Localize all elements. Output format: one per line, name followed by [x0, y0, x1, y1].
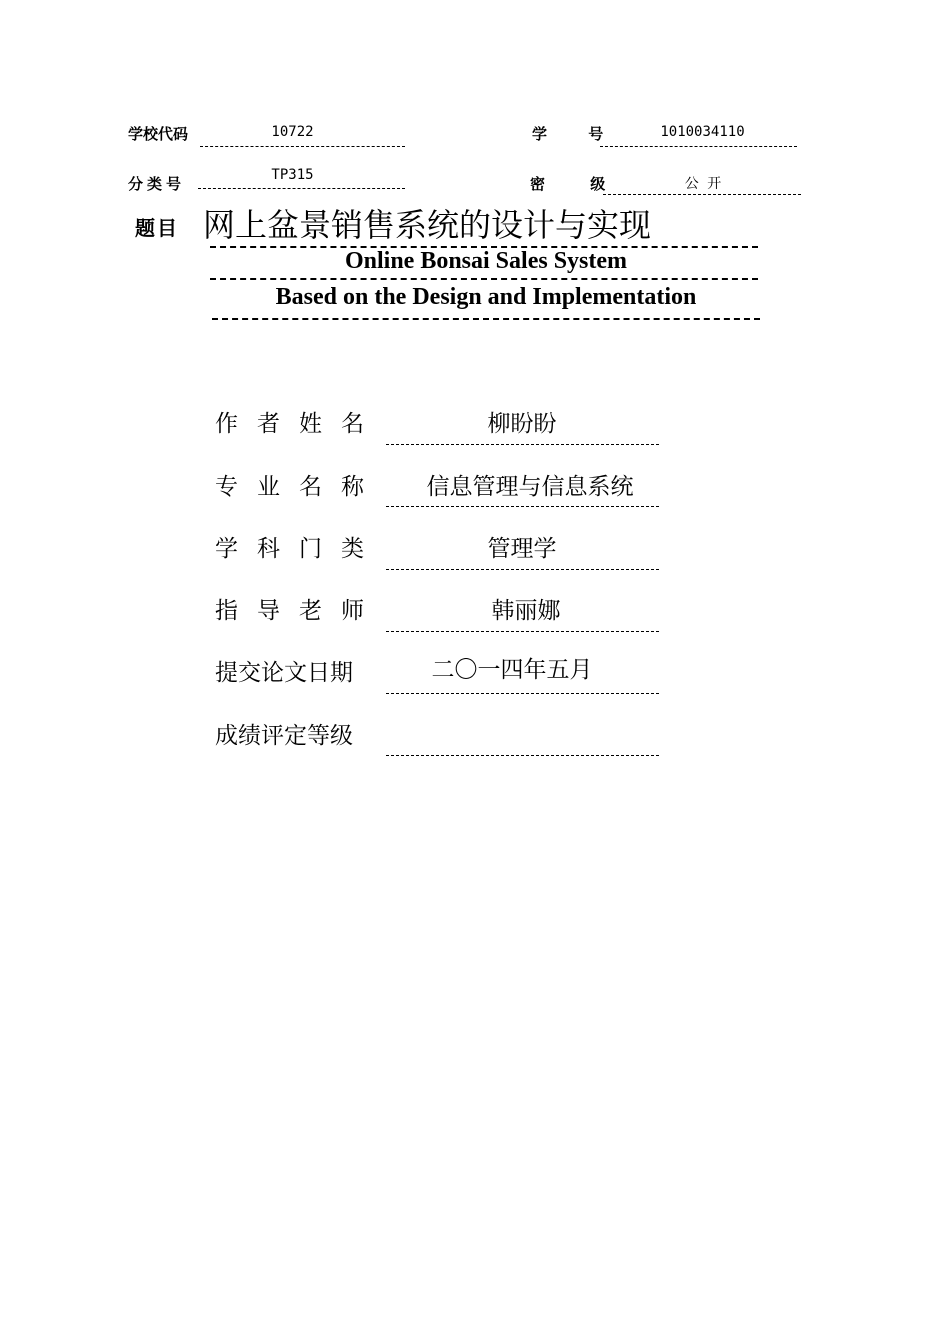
student-id-value: 1010034110: [660, 124, 745, 140]
title-english-line1: Online Bonsai Sales System: [344, 248, 628, 274]
school-code-value: 10722: [271, 124, 314, 140]
student-id-underline: [600, 146, 797, 147]
title-english-line1-underline: [210, 278, 758, 280]
title-label: 题目: [135, 216, 179, 240]
major-underline: [386, 506, 659, 507]
discipline-label: 学科门类: [215, 536, 383, 562]
title-english-line2: Based on the Design and Implementation: [275, 284, 697, 310]
discipline-underline: [386, 569, 659, 570]
major-label: 专业名称: [215, 474, 383, 500]
grade-underline: [386, 755, 659, 756]
category-label: 分类号: [128, 175, 186, 193]
security-underline: [603, 194, 801, 195]
author-value: 柳盼盼: [487, 411, 557, 437]
security-label: 密 级: [530, 175, 626, 193]
grade-label: 成绩评定等级: [215, 723, 353, 749]
title-chinese: 网上盆景销售系统的设计与实现: [203, 206, 652, 244]
advisor-underline: [386, 631, 659, 632]
discipline-value: 管理学: [487, 536, 557, 562]
title-english-line2-underline: [212, 318, 760, 320]
submission-date-underline: [386, 693, 659, 694]
major-value: 信息管理与信息系统: [426, 474, 634, 500]
security-value: 公 开: [684, 176, 722, 192]
author-underline: [386, 444, 659, 445]
submission-date-value: 二〇一四年五月: [431, 657, 593, 683]
school-code-label: 学校代码: [128, 125, 189, 143]
advisor-label: 指导老师: [215, 598, 383, 624]
submission-date-label: 提交论文日期: [215, 660, 353, 686]
author-label: 作者姓名: [215, 411, 383, 437]
student-id-label: 学 号: [532, 125, 622, 143]
advisor-value: 韩丽娜: [491, 598, 561, 624]
school-code-underline: [200, 146, 405, 147]
category-underline: [198, 188, 405, 189]
category-value: TP315: [271, 167, 314, 183]
